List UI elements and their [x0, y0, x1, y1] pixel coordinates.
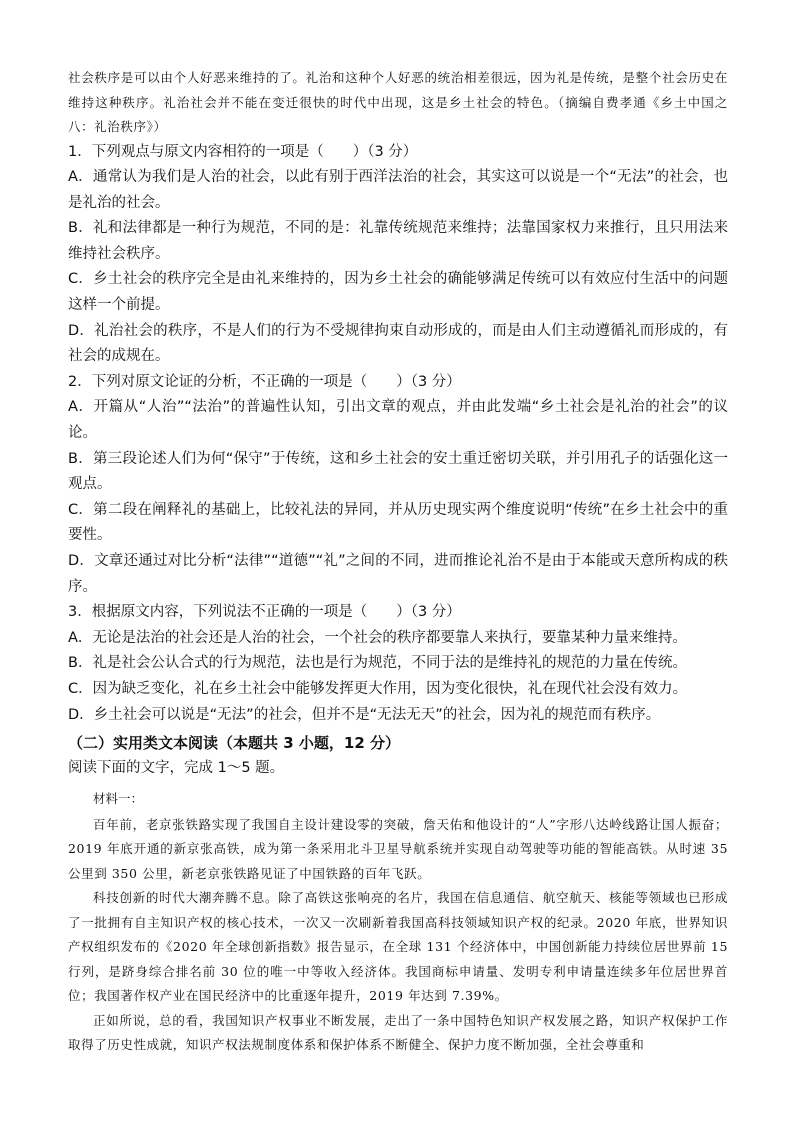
option-a[interactable]: A．通常认为我们是人治的社会，以此有别于西洋法治的社会，其实这可以说是一个“无法”的社会，也是礼治的社会。	[68, 169, 728, 211]
question-stem: 2．下列对原文论证的分析，不正确的一项是（ ）（3 分）	[68, 373, 461, 390]
option-d[interactable]: D．乡土社会可以说是“无法”的社会，但并不是“无法无天”的社会，因为礼的规范而有秩序。	[68, 706, 661, 723]
section-instruction: 阅读下面的文字，完成 1～5 题。	[68, 760, 285, 777]
exam-page	[68, 66, 728, 1058]
material-paragraph: 百年前，老京张铁路实现了我国自主设计建设零的突破，詹天佑和他设计的“人”字形八达岭线路让国人振奋；2019 年底开通的新京张高铁，成为第一条采用北斗卫星导航系统并实现自动驾驶等功能的智能高铁。从时速 35 公里到 350 公里，新老京张铁路见证了中国铁路的百年飞跃。	[68, 816, 728, 881]
passage-tail: 社会秩序是可以由个人好恶来维持的了。礼治和这种个人好恶的统治相差很远，因为礼是传统，是整个社会历史在维持这种秩序。礼治社会并不能在变迁很快的时代中出现，这是乡土社会的特色。（摘编自费孝通《乡土中国之八：礼治秩序》）	[68, 70, 728, 134]
option-b[interactable]: B．第三段论述人们为何“保守”于传统，这和乡土社会的安土重迁密切关联，并引用孔子的话强化这一观点。	[68, 450, 728, 493]
option-b[interactable]: B．礼是社会公认合式的行为规范，法也是行为规范，不同于法的是维持礼的规范的力量在传统。	[68, 655, 687, 672]
option-a[interactable]: A．开篇从“人治”“法治”的普遍性认知，引出文章的观点，并由此发端“乡土社会是礼治的社会”的议论。	[68, 399, 728, 442]
option-d[interactable]: D．文章还通过对比分析“法律”“道德”“礼”之间的不同，进而推论礼治不是由于本能或天意所构成的秩序。	[68, 553, 728, 595]
option-c[interactable]: C．乡土社会的秩序完全是由礼来维持的，因为乡土社会的确能够满足传统可以有效应付生活中的问题这样一个前提。	[68, 271, 728, 314]
material-paragraph: 科技创新的时代大潮奔腾不息。除了高铁这张响亮的名片，我国在信息通信、航空航天、核能等领域也已形成了一批拥有自主知识产权的核心技术，一次又一次刷新着我国高科技领域知识产权的纪录。2020 年底，世界知识产权组织发布的《2020 年全球创新指数》报告显示，在全球 131 个经济体中，中国创新能力持续位居世界前 15 行列，是跻身综合排名前 30 位的唯一中等收入经济体。我国商标申请量、发明专利申请量连续多年位居世界首位；我国著作权产业在国民经济中的比重逐年提升，2019 年达到 7.39%。	[68, 890, 728, 1004]
option-b[interactable]: B．礼和法律都是一种行为规范，不同的是：礼靠传统规范来维持；法靠国家权力来推行，且只用法来维持社会秩序。	[68, 220, 728, 262]
material-paragraph: 正如所说，总的看，我国知识产权事业不断发展，走出了一条中国特色知识产权发展之路，知识产权保护工作取得了历史性成就，知识产权法规制度体系和保护体系不断健全、保护力度不断加强，全社会尊重和	[68, 1012, 728, 1053]
material-label: 材料一：	[93, 790, 144, 806]
option-a[interactable]: A．无论是法治的社会还是人治的社会，一个社会的秩序都要靠人来执行，要靠某种力量来维持。	[68, 629, 687, 646]
question-1	[68, 140, 728, 370]
option-d[interactable]: D．礼治社会的秩序，不是人们的行为不受规律拘束自动形成的，而是由人们主动遵循礼而形成的，有社会的成规在。	[68, 322, 728, 365]
question-2	[68, 370, 728, 600]
question-stem: 3．根据原文内容，下列说法不正确的一项是（ ）（3 分）	[68, 604, 461, 621]
option-c[interactable]: C．因为缺乏变化，礼在乡土社会中能够发挥更大作用，因为变化很快，礼在现代社会没有效力。	[68, 680, 688, 697]
question-3	[68, 600, 728, 728]
section-heading: （二）实用类文本阅读（本题共 3 小题，12 分）	[68, 734, 400, 753]
option-c[interactable]: C．第二段在阐释礼的基础上，比较礼法的异同，并从历史现实两个维度说明“传统”在乡土社会中的重要性。	[68, 501, 728, 544]
question-stem: 1．下列观点与原文内容相符的一项是（ ）（3 分）	[68, 143, 418, 160]
